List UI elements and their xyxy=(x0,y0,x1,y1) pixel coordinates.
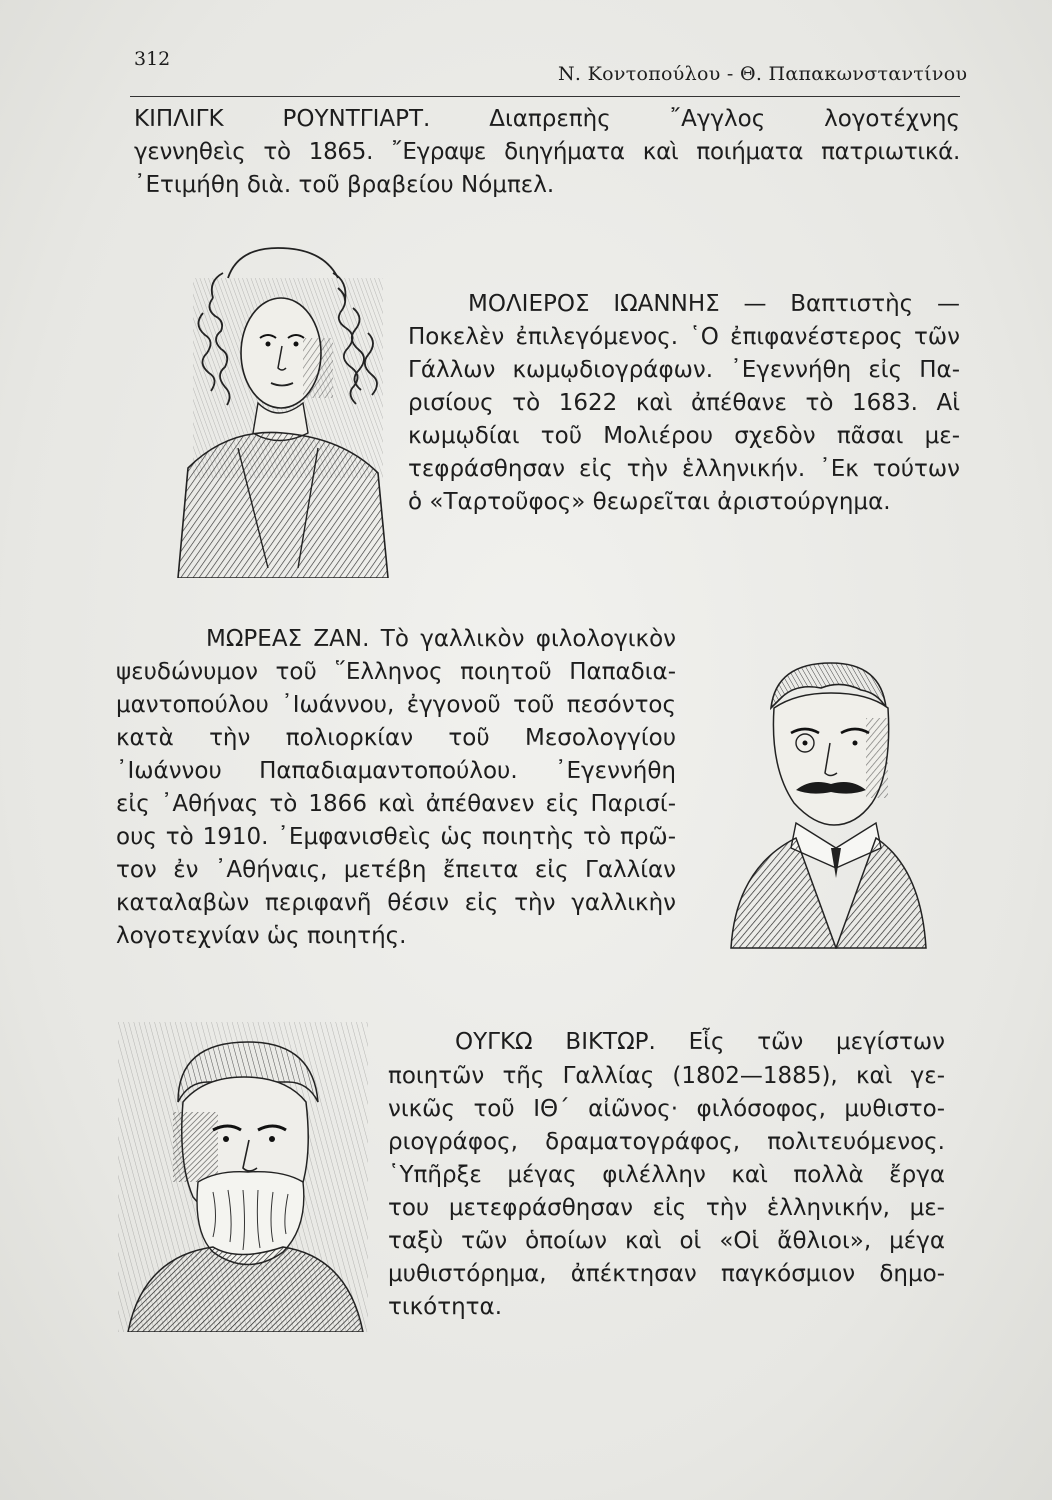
entry-line: ποιητῶν τῆς Γαλλίας (1802—1885), καὶ γε- xyxy=(388,1063,945,1089)
entry-line: ΜΟΛΙΕΡΟΣ ΙΩΑΝΝΗΣ — Βαπτιστὴς — xyxy=(468,291,960,317)
entry-line: γεννηθεὶς τὸ 1865. ῎Εγραψε διηγήματα καὶ ποιήματα πατριωτικά. xyxy=(134,139,960,165)
entry-moreas xyxy=(116,656,676,953)
header-rule xyxy=(130,96,960,97)
entry-line: τικότητα. xyxy=(388,1294,503,1320)
entry-line: λογοτεχνίαν ὡς ποιητής. xyxy=(116,923,407,949)
entry-line: κωμῳδίαι τοῦ Μολιέρου σχεδὸν πᾶσαι με- xyxy=(408,423,960,449)
entry-line: ῾Υπῆρξε μέγας φιλέλλην καὶ πολλὰ ἔργα xyxy=(388,1162,945,1188)
entry-line: ΟΥΓΚΩ ΒΙΚΤΩΡ. Εἷς τῶν μεγίστων xyxy=(455,1029,945,1055)
entry-hugo-head xyxy=(455,1026,945,1059)
entry-line: ριογράφος, δραματογράφος, πολιτευόμενος. xyxy=(388,1129,945,1155)
entry-line: ους τὸ 1910. ᾿Εμφανισθεὶς ὡς ποιητὴς τὸ πρῶ- xyxy=(116,824,676,850)
entry-line: ᾿Ετιμήθη διὰ. τοῦ βραβείου Νόμπελ. xyxy=(134,172,555,198)
entry-moliere-body xyxy=(408,321,960,519)
entry-hugo xyxy=(388,1060,945,1324)
entry-line: νικῶς τοῦ ΙΘ΄ αἰῶνος· φιλόσοφος, μυθιστο- xyxy=(388,1096,945,1122)
entry-kipling xyxy=(134,103,960,202)
entry-line: ὁ «Ταρτοῦφος» θεωρεῖται ἀριστούργημα. xyxy=(408,489,891,515)
entry-line: Ποκελὲν ἐπιλεγόμενος. ῾Ο ἐπιφανέστερος τῶν xyxy=(408,324,960,350)
entry-line: ρισίους τὸ 1622 καὶ ἀπέθανε τὸ 1683. Αἱ xyxy=(408,390,960,416)
entry-line: εἰς ᾿Αθήνας τὸ 1866 καὶ ἀπέθανεν εἰς Παρισί- xyxy=(116,791,676,817)
entry-line: μυθιστόρημα, ἀπέκτησαν παγκόσμιον δημο- xyxy=(388,1261,945,1287)
entry-line: ψευδώνυμον τοῦ ῞Ελληνος ποιητοῦ Παπαδια- xyxy=(116,659,676,685)
entry-line: ΚΙΠΛΙΓΚ ΡΟΥΝΤΓΙΑΡΤ. Διαπρεπὴς ῎Αγγλος λογοτέχνης xyxy=(134,106,960,132)
portrait-moreas xyxy=(716,648,941,953)
entry-line: τον ἐν ᾿Αθήναις, μετέβη ἔπειτα εἰς Γαλλίαν xyxy=(116,857,676,883)
page-number: 312 xyxy=(134,48,171,70)
entry-line: του μετεφράσθησαν εἰς τὴν ἑλληνικήν, με- xyxy=(388,1195,945,1221)
entry-moliere xyxy=(468,288,960,321)
portrait-moliere xyxy=(168,238,398,578)
entry-line: κατὰ τὴν πολιορκίαν τοῦ Μεσολογγίου xyxy=(116,725,676,751)
portrait-hugo xyxy=(118,1022,368,1332)
running-head: Ν. Κοντοπούλου - Θ. Παπακωνσταντίνου xyxy=(558,63,968,85)
entry-line: τεφράσθησαν εἰς τὴν ἑλληνικήν. ᾿Εκ τούτων xyxy=(408,456,960,482)
entry-line: καταλαβὼν περιφανῆ θέσιν εἰς τὴν γαλλικὴν xyxy=(116,890,676,916)
entry-line: μαντοπούλου ᾿Ιωάννου, ἐγγονοῦ τοῦ πεσόντος xyxy=(116,692,676,718)
entry-line: ᾿Ιωάννου Παπαδιαμαντοπούλου. ᾿Εγεννήθη xyxy=(116,758,676,784)
entry-line: ΜΩΡΕΑΣ ΖΑΝ. Τὸ γαλλικὸν φιλολογικὸν xyxy=(206,626,676,652)
entry-line: Γάλλων κωμῳδιογράφων. ᾿Εγεννήθη εἰς Πα- xyxy=(408,357,960,383)
entry-line: ταξὺ τῶν ὁποίων καὶ οἱ «Οἱ ἄθλιοι», μέγα xyxy=(388,1228,945,1254)
entry-moreas-head xyxy=(206,623,676,656)
